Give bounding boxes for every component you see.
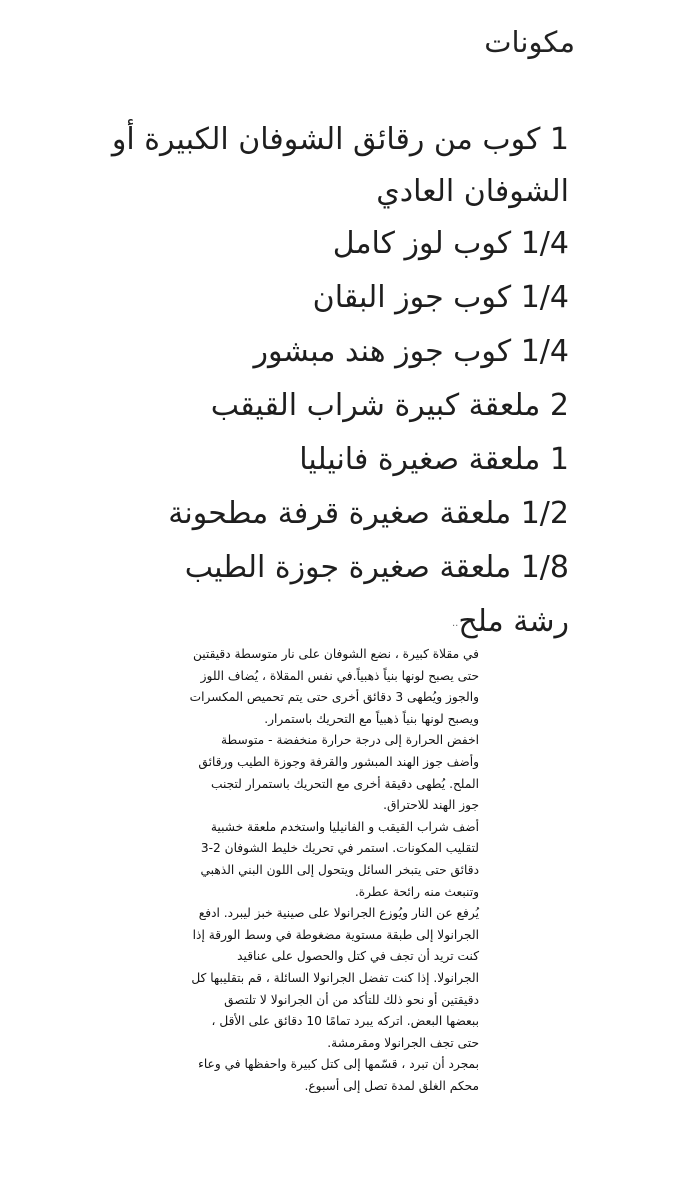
ingredients-heading: مكونات xyxy=(484,25,575,59)
instruction-paragraph: يُرفع عن النار ويُوزع الجرانولا على صينية خبز ليبرد. ادفع الجرانولا إلى طبقة مستوية مضغوطة في وسط الورقة إذا كنت تريد أن تجف في كتل والحصول على عناقيد الجرانولا. إذا كنت تفضل الجرانولا السائلة ، قم بتقليبها كل دقيقتين أو نحو ذلك للتأكد من أن الجرانولا لا تلتصق ببعضها البعض. اتركه يبرد تمامًا 10 دقائق على الأقل ، حتى تجف الجرانولا ومقرمشة. xyxy=(191,906,479,1050)
separator-dots: .. xyxy=(452,618,459,629)
ingredient-item: 1/4 كوب جوز هند مبشور xyxy=(253,334,569,369)
ingredients-list xyxy=(9,114,569,652)
instruction-paragraph: بمجرد أن تبرد ، قسّمها إلى كتل كبيرة واحفظها في وعاء محكم الغلق لمدة تصل إلى أسبوع. xyxy=(198,1057,479,1093)
ingredient-item: 1/8 ملعقة صغيرة جوزة الطيب xyxy=(184,550,569,585)
ingredient-item: رشة ملح xyxy=(458,604,569,639)
instruction-paragraph: اخفض الحرارة إلى درجة حرارة منخفضة - متوسطة وأضف جوز الهند المبشور والقرفة وجوزة الطيب ورقائق الملح. يُطهى دقيقة أخرى مع التحريك باستمرار لتجنب جوز الهند للاحتراق. xyxy=(198,733,479,813)
ingredient-item: 1/4 كوب لوز كامل xyxy=(332,226,569,261)
ingredient-item: 2 ملعقة كبيرة شراب القيقب xyxy=(210,388,569,423)
instruction-paragraph: أضف شراب القيقب و الفانيليا واستخدم ملعقة خشبية لتقليب المكونات. استمر في تحريك خليط الشوفان 2-3 دقائق حتى يتبخر السائل ويتحول إلى اللون البني الذهبي وتنبعث منه رائحة عطرة. xyxy=(200,819,479,899)
ingredient-item: 1 ملعقة صغيرة فانيليا xyxy=(299,442,569,477)
instruction-paragraph: في مقلاة كبيرة ، نضع الشوفان على نار متوسطة دقيقتين حتى يصبح لونها بنياً ذهبياً.في نفس المقلاة ، يُضاف اللوز والجوز ويُطهى 3 دقائق أخرى حتى يتم تحميص المكسرات ويصبح لونها بنياً ذهبياً مع التحريك باستمرار. xyxy=(189,647,479,726)
ingredient-item: 1/2 ملعقة صغيرة قرفة مطحونة xyxy=(168,496,569,531)
ingredient-item: 1 كوب من رقائق الشوفان الكبيرة أو الشوفان العادي xyxy=(111,122,569,209)
ingredient-item: 1/4 كوب جوز البقان xyxy=(312,280,569,315)
instructions-block xyxy=(189,644,479,1097)
